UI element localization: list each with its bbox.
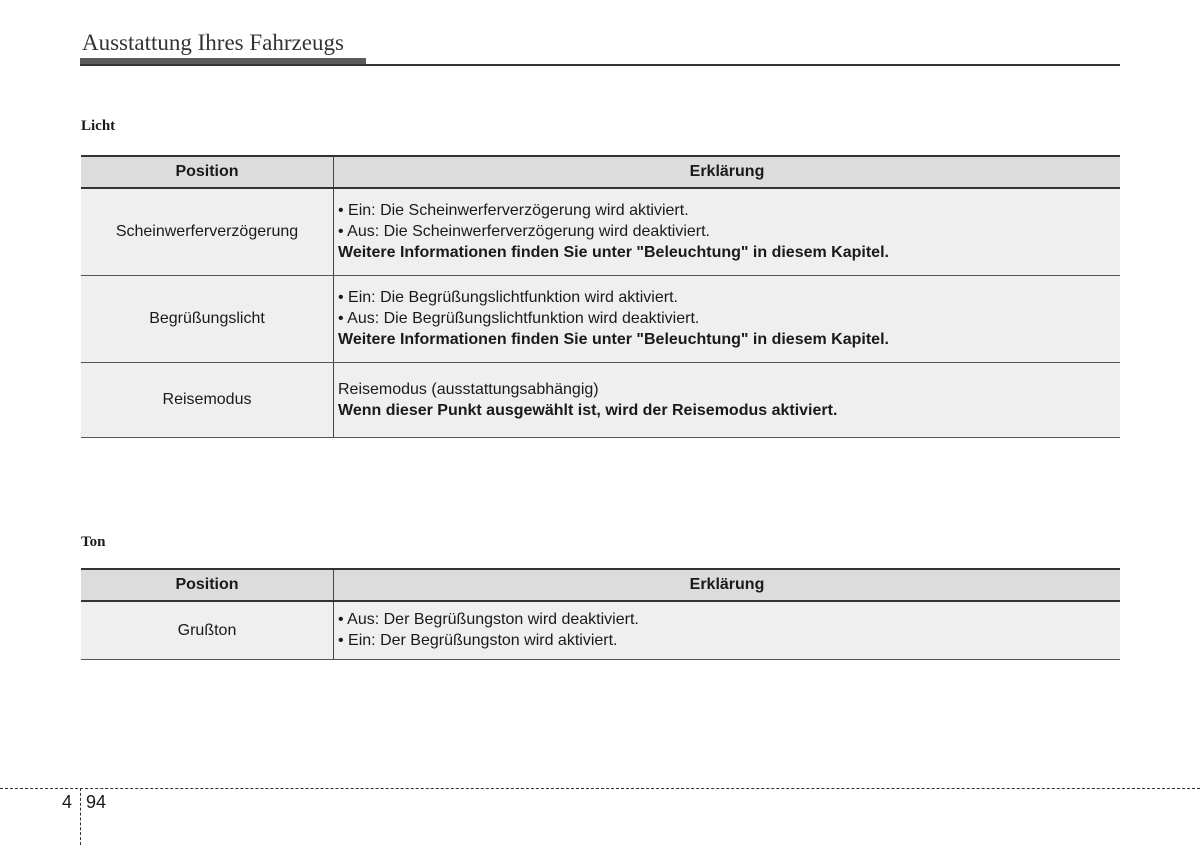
explanation-cell <box>334 275 1121 362</box>
explanation-cell <box>334 188 1121 275</box>
column-header-position: Position <box>81 569 334 601</box>
explanation-note: Wenn dieser Punkt ausgewählt ist, wird der Reisemodus aktiviert. <box>338 401 838 419</box>
table-row <box>81 601 1120 659</box>
explanation-line: • Ein: Der Begrüßungston wird aktiviert. <box>338 632 618 650</box>
licht-table <box>81 155 1120 438</box>
page-header-title: Ausstattung Ihres Fahrzeugs <box>82 30 344 55</box>
explanation-line: Reisemodus (ausstattungsabhängig) <box>338 380 599 398</box>
header-rule <box>80 64 1120 66</box>
footer-dashed-divider <box>80 788 81 845</box>
table-row <box>81 275 1120 362</box>
explanation-note: Weitere Informationen finden Sie unter "Beleuchtung" in diesem Kapitel. <box>338 244 889 262</box>
ton-table <box>81 568 1120 660</box>
explanation-line: • Aus: Die Begrüßungslichtfunktion wird deaktiviert. <box>338 310 700 327</box>
explanation-line: • Ein: Die Scheinwerferverzögerung wird aktiviert. <box>338 202 689 220</box>
explanation-line: • Aus: Die Scheinwerferverzögerung wird deaktiviert. <box>338 223 710 241</box>
page-number: 94 <box>86 792 107 812</box>
position-cell: Grußton <box>81 601 334 659</box>
explanation-note: Weitere Informationen finden Sie unter "Beleuchtung" in diesem Kapitel. <box>338 331 889 348</box>
position-cell: Begrüßungslicht <box>81 275 334 362</box>
column-header-erklaerung: Erklärung <box>334 569 1121 601</box>
explanation-line: • Ein: Die Begrüßungslichtfunktion wird aktiviert. <box>338 289 678 306</box>
position-cell: Scheinwerferverzögerung <box>81 188 334 275</box>
table-row <box>81 188 1120 275</box>
footer-dashed-rule <box>0 788 1200 789</box>
section-title-licht: Licht <box>81 118 116 134</box>
section-title-ton: Ton <box>81 534 106 550</box>
position-cell: Reisemodus <box>81 362 334 437</box>
explanation-line: • Aus: Der Begrüßungston wird deaktiviert. <box>338 611 639 629</box>
column-header-erklaerung: Erklärung <box>334 156 1121 188</box>
explanation-cell <box>334 601 1121 659</box>
chapter-number: 4 <box>62 792 73 812</box>
table-row <box>81 362 1120 437</box>
explanation-cell <box>334 362 1121 437</box>
table-header-row <box>81 569 1120 601</box>
table-header-row <box>81 156 1120 188</box>
column-header-position: Position <box>81 156 334 188</box>
